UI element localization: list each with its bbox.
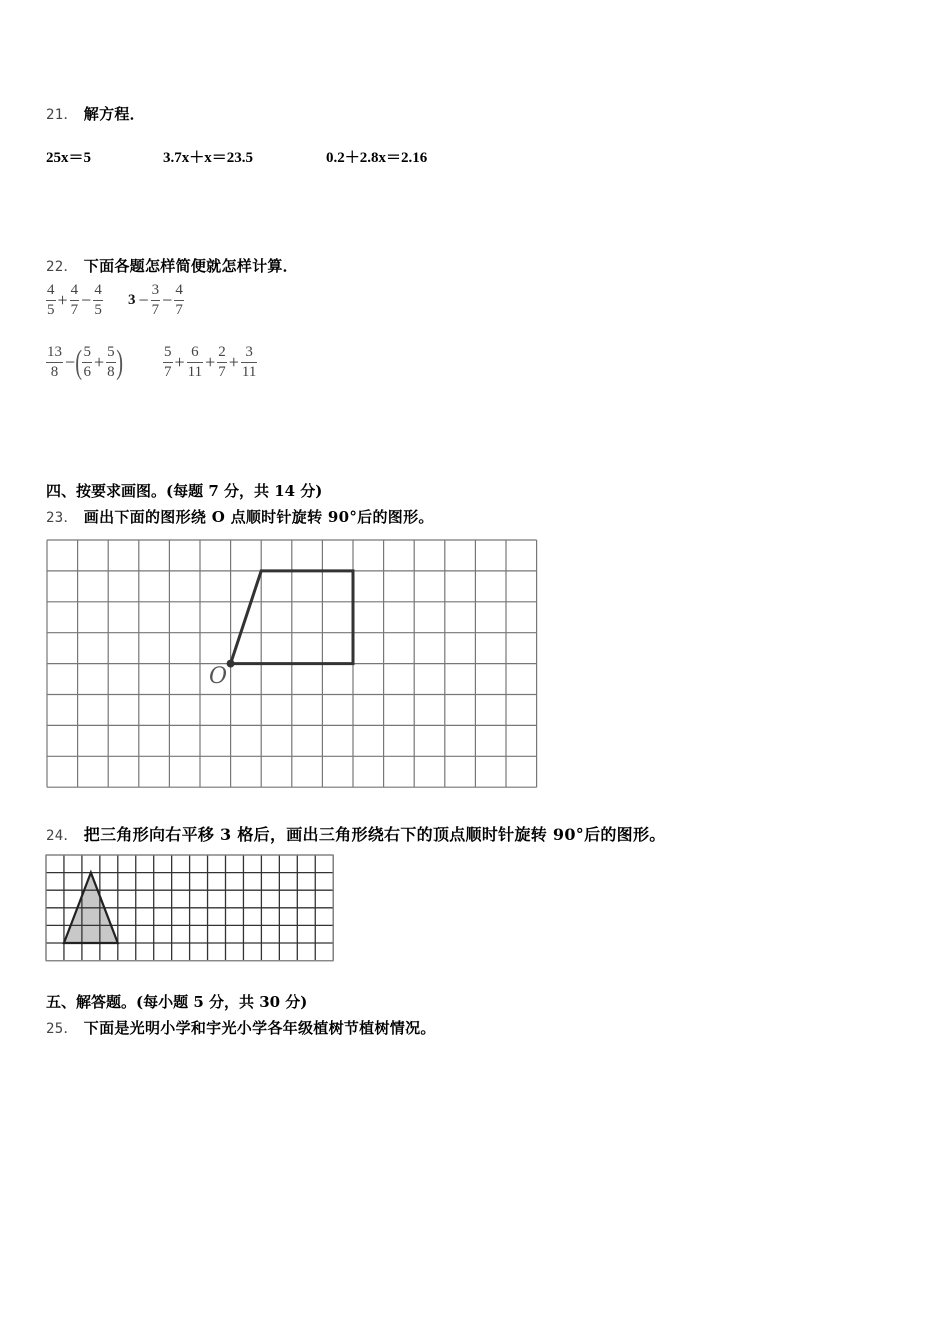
fraction: $\frac{4}{7}$ xyxy=(70,282,79,318)
fraction: $\frac{5}{6}$ xyxy=(83,344,91,380)
grid-q24 xyxy=(46,855,333,961)
operator: − xyxy=(138,290,149,310)
operator: − xyxy=(81,290,92,310)
question-title: 下面各题怎样简便就怎样计算． xyxy=(83,257,298,275)
integer: 3 xyxy=(128,292,136,308)
fraction: $\frac{4}{5}$ xyxy=(47,282,55,318)
fraction: $\frac{3}{7}$ xyxy=(151,282,160,318)
question-title: 把三角形向右平移 3 格后，画出三角形绕右下的顶点顺时针旋转 90°后的图形。 xyxy=(83,825,666,844)
section-5-heading: 五、解答题。(每小题 5 分，共 30 分) xyxy=(46,993,308,1011)
fraction: $\frac{5}{7}$ xyxy=(164,344,172,380)
pivot-point xyxy=(227,660,235,668)
operator: + xyxy=(93,352,105,372)
operator: + xyxy=(57,290,68,310)
fraction: $\frac{4}{5}$ xyxy=(94,282,102,318)
parenthesis: ( xyxy=(75,343,83,381)
fraction: $\frac{5}{8}$ xyxy=(107,344,115,380)
question-number: 25． xyxy=(46,1021,78,1037)
question-25-heading xyxy=(46,1017,436,1038)
question-number: 22． xyxy=(46,259,78,275)
question-title: 解方程． xyxy=(83,105,145,123)
operator: + xyxy=(228,352,239,372)
operator: + xyxy=(205,352,216,372)
question-number: 24． xyxy=(46,828,78,844)
operator: − xyxy=(65,352,76,372)
question-number: 21． xyxy=(46,107,78,123)
parenthesis: ) xyxy=(115,343,123,381)
operator: + xyxy=(174,352,185,372)
pivot-label-o: O xyxy=(209,664,228,689)
fraction: $\frac{2}{7}$ xyxy=(218,344,226,380)
fraction: $\frac{4}{7}$ xyxy=(175,282,183,318)
fraction: $\frac{6}{11}$ xyxy=(187,344,203,380)
question-24-heading xyxy=(46,822,666,845)
operator: − xyxy=(162,290,173,310)
equation-1: 25x＝5 xyxy=(46,150,92,166)
equation-3: 0.2＋2.8x＝2.16 xyxy=(326,150,428,166)
fraction: $\frac{13}{8}$ xyxy=(47,344,62,380)
fraction: $\frac{3}{11}$ xyxy=(241,344,257,380)
question-title: 下面是光明小学和宇光小学各年级植树节植树情况。 xyxy=(83,1019,436,1037)
equation-2: 3.7x＋x＝23.5 xyxy=(163,150,254,166)
section-4-heading: 四、按要求画图。(每题 7 分，共 14 分) xyxy=(46,482,323,500)
question-title: 画出下面的图形绕 O 点顺时针旋转 90°后的图形。 xyxy=(83,508,434,526)
question-number: 23． xyxy=(46,510,78,526)
